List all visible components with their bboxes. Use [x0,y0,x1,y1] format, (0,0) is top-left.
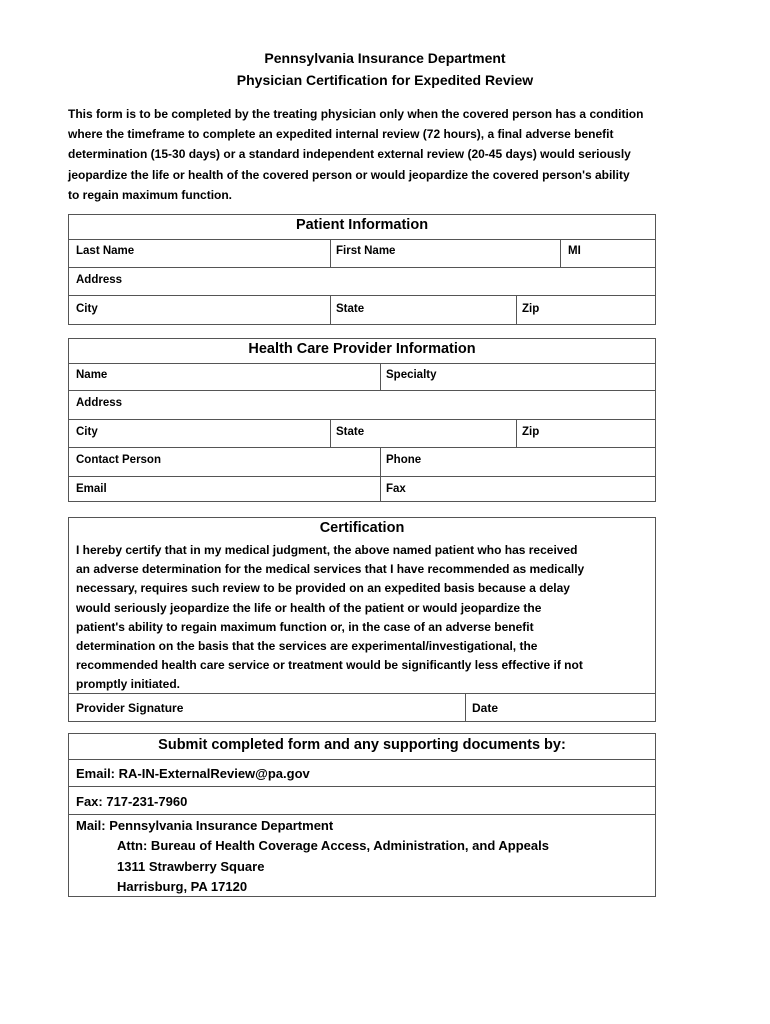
document-title: Pennsylvania Insurance Department [264,50,506,66]
provider-address-field[interactable]: Address [76,397,123,409]
intro-line: determination (15-30 days) or a standard independent external review (20-45 days) would seriously [68,147,631,162]
certification-statement [76,541,651,695]
certification-line: recommended health care service or treatment would be significantly less effective if not [76,658,583,673]
patient-address-field[interactable]: Address [76,274,123,286]
submit-mail-street: 1311 Strawberry Square [117,859,265,874]
submit-section [68,733,656,897]
certification-header: Certification [319,520,405,536]
patient-state-field[interactable]: State [336,303,365,315]
provider-signature-field[interactable]: Provider Signature [76,701,184,715]
certification-line: determination on the basis that the services are experimental/investigational, the [76,639,538,654]
provider-information-section [68,338,656,502]
date-field[interactable]: Date [472,701,499,715]
certification-line: patient's ability to regain maximum function or, in the case of an adverse benefit [76,619,534,634]
submit-email: Email: RA-IN-ExternalReview@pa.gov [76,766,310,781]
provider-information-header: Health Care Provider Information [248,341,476,357]
certification-line: would seriously jeopardize the life or health of the patient or would jeopardize the [76,600,542,615]
provider-phone-field[interactable]: Phone [386,454,422,466]
submit-header: Submit completed form and any supporting documents by: [158,737,566,753]
contact-person-field[interactable]: Contact Person [76,454,161,466]
provider-specialty-field[interactable]: Specialty [386,369,437,381]
last-name-field[interactable]: Last Name [76,245,135,257]
intro-line: This form is to be completed by the treating physician only when the covered person has a condition [68,107,644,121]
intro-paragraph [68,104,708,205]
submit-mail-attn: Attn: Bureau of Health Coverage Access, Administration, and Appeals [117,838,549,853]
first-name-field[interactable]: First Name [336,245,396,257]
provider-email-field[interactable]: Email [76,483,107,495]
intro-line: jeopardize the life or health of the covered person or would jeopardize the covered person's ability [68,167,630,182]
intro-line: to regain maximum function. [68,187,233,202]
certification-line: I hereby certify that in my medical judgment, the above named patient who has received [76,543,578,557]
intro-line: where the timeframe to complete an expedited internal review (72 hours), a final adverse benefit [68,127,614,142]
patient-information-header: Patient Information [295,217,429,233]
certification-section [68,517,656,722]
patient-city-field[interactable]: City [76,303,98,315]
provider-fax-field[interactable]: Fax [386,483,406,495]
certification-line: an adverse determination for the medical services that I have recommended as medically [76,562,585,577]
document-subtitle: Physician Certification for Expedited Review [236,72,534,88]
provider-zip-field[interactable]: Zip [522,426,540,438]
provider-state-field[interactable]: State [336,426,365,438]
provider-name-field[interactable]: Name [76,369,108,381]
submit-mail-city: Harrisburg, PA 17120 [117,879,248,894]
provider-city-field[interactable]: City [76,426,98,438]
patient-information-section [68,214,656,325]
submit-fax: Fax: 717-231-7960 [76,794,188,809]
middle-initial-field[interactable]: MI [568,245,581,257]
submit-mail-label: Mail: Pennsylvania Insurance Department [76,818,334,833]
patient-zip-field[interactable]: Zip [522,303,540,315]
certification-line: necessary, requires such review to be provided on an expedited basis because a delay [76,581,570,596]
certification-line: promptly initiated. [76,677,181,692]
